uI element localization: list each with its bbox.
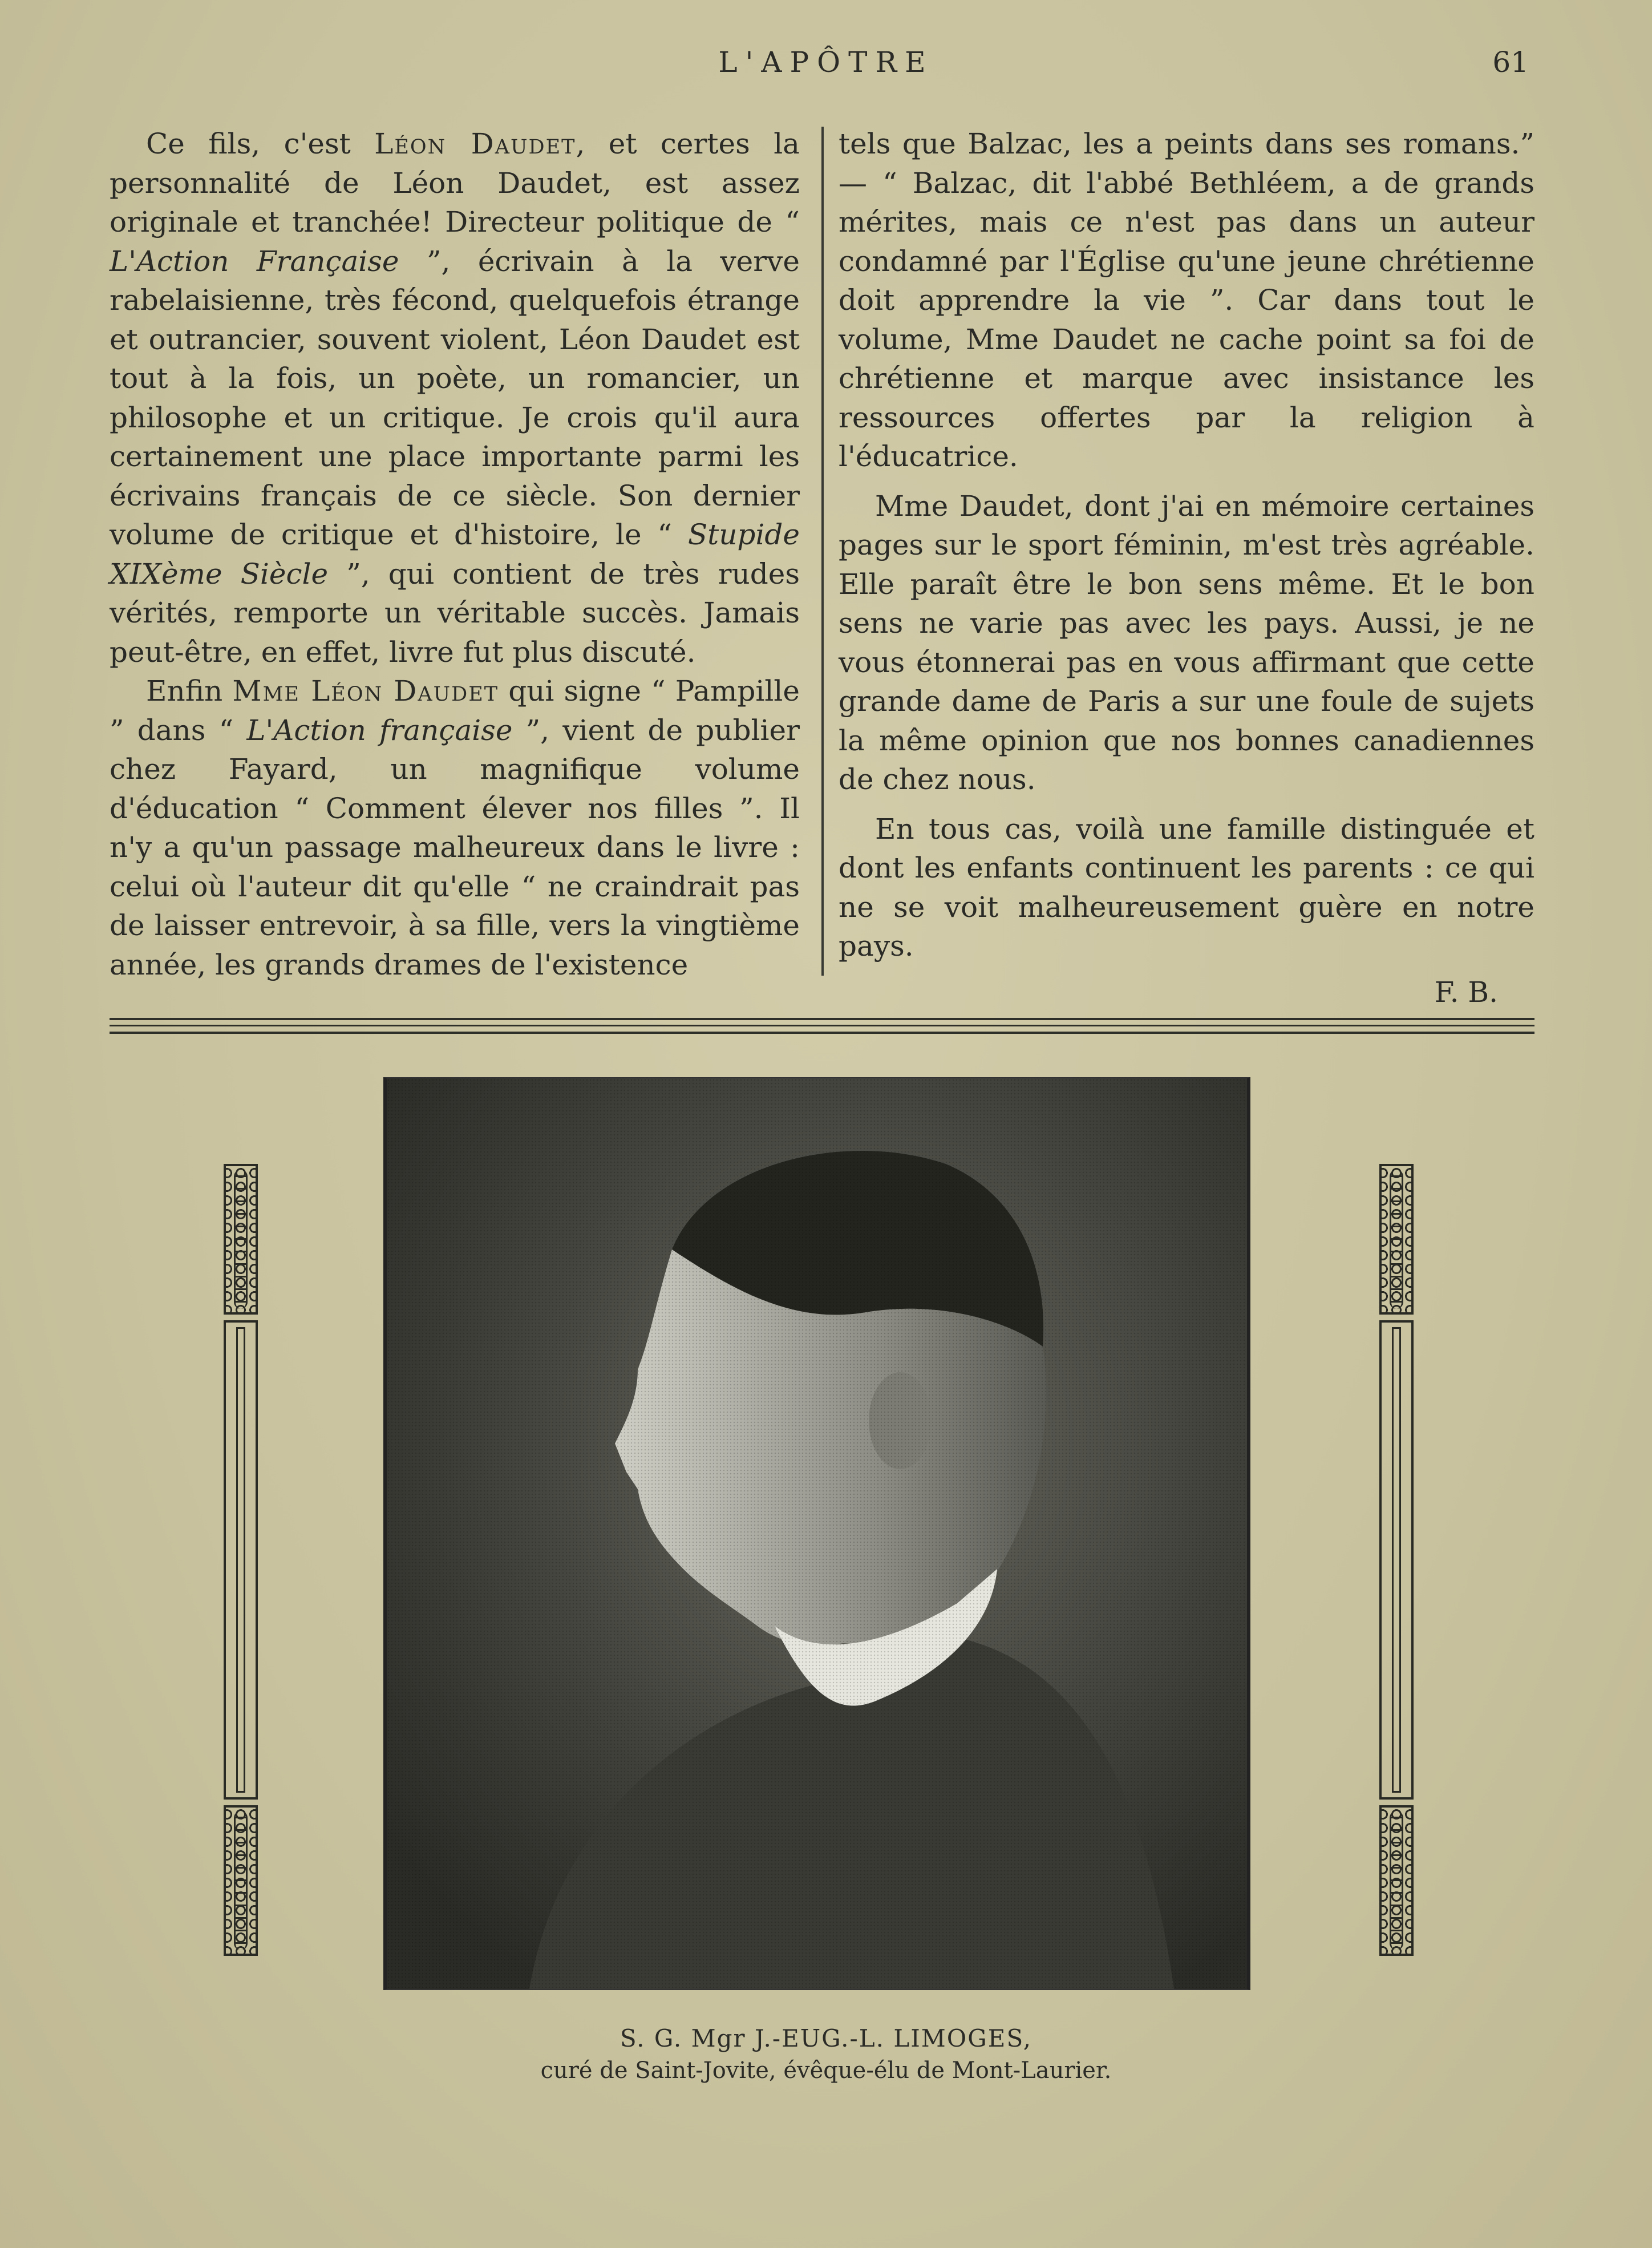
person-name: Mme Léon Daudet	[232, 674, 499, 707]
chain-ornament	[1379, 1164, 1414, 1315]
text-run: ”, vient de publier chez Fayard, un magnifique volume d'éducation “ Comment élever nos filles ”. Il n'y a qu'un passage malheureux dans le livre : celui où l'auteur dit qu'elle “ ne craindrait pas de laisser entrevoir, à sa fille, vers la vingtième année, les grands drames de l'existence	[110, 713, 800, 981]
left-border-ornament	[224, 1164, 258, 1979]
publication-title: L'Action Française	[110, 244, 399, 278]
text-run: Ce fils, c'est	[146, 127, 375, 160]
book-title: Stupide XIXème Siècle	[110, 518, 800, 591]
chain-ornament	[224, 1164, 258, 1315]
chain-ornament	[1379, 1805, 1414, 1956]
text-run: qui signe “ Pampille ” dans “	[110, 674, 800, 747]
running-title: L'APÔTRE	[718, 46, 934, 79]
text-run: ”, écrivain à la verve rabelaisienne, très fécond, quelquefois étrange et outrancier, souvent violent, Léon Daudet est tout à la fois, un poète, un romancier, un philosophe et un critique. Je crois qu'il aura certainement une place importante parmi les écrivains français de ce siècle. Son dernier volume de critique et d'histoire, le “	[110, 244, 800, 551]
divider-line	[110, 1018, 1534, 1020]
paragraph-bon-sens: Mme Daudet, dont j'ai en mémoire certaines pages sur le sport féminin, m'est très agréable. Elle paraît être le bon sens même. Et le bon sens ne varie pas avec les pays. Aussi, je ne vous étonnerai pas en vous affirmant que cette grande dame de Paris a sur une foule de sujets la même opinion que nos bonnes canadiennes de chez nous.	[839, 489, 1534, 796]
paragraph-mme-daudet	[110, 672, 800, 984]
photo-caption-subtitle: curé de Saint-Jovite, évêque-élu de Mont-Laurier.	[540, 2057, 1112, 2084]
text-run: , et certes la personnalité de Léon Daudet, est assez originale et tranchée! Directeur politique de “	[110, 127, 800, 238]
portrait-photo	[383, 1077, 1250, 1990]
paragraph-famille: En tous cas, voilà une famille distinguée et dont les enfants continuent les parents : ce qui ne se voit malheureusement guère en notre pays.	[839, 812, 1534, 963]
right-column	[839, 124, 1534, 1012]
photo-caption-name: S. G. Mgr J.-EUG.-L. LIMOGES,	[620, 2024, 1032, 2052]
paragraph-balzac: tels que Balzac, les a peints dans ses romans.” — “ Balzac, dit l'abbé Bethléem, a de grands mérites, mais ce n'est pas dans un auteur condamné par l'Église qu'une jeune chrétienne doit apprendre la vie ”. Car dans tout le volume, Mme Daudet ne cache point sa foi de chrétienne et marque avec insistance les ressources offertes par la religion à l'éducatrice.	[839, 127, 1534, 473]
author-signature: F. B.	[1434, 975, 1498, 1009]
text-run: ”, qui contient de très rudes vérités, remporte un véritable succès. Jamais peut-être, en effet, livre fut plus discuté.	[110, 557, 800, 669]
divider-line	[110, 1025, 1534, 1026]
text-run: Enfin	[146, 674, 233, 707]
left-column	[110, 124, 800, 984]
divider-line	[110, 1032, 1534, 1034]
person-name: Léon Daudet	[374, 127, 576, 160]
chain-ornament	[224, 1805, 258, 1956]
bar-ornament	[224, 1320, 258, 1800]
column-rule	[821, 127, 824, 976]
section-divider	[110, 1018, 1534, 1035]
bar-ornament	[1379, 1320, 1414, 1800]
publication-title: L'Action française	[246, 713, 513, 747]
page-number: 61	[1492, 46, 1529, 79]
paragraph-leon-daudet	[110, 124, 800, 672]
portrait-image	[387, 1078, 1247, 1989]
right-border-ornament	[1379, 1164, 1414, 1979]
